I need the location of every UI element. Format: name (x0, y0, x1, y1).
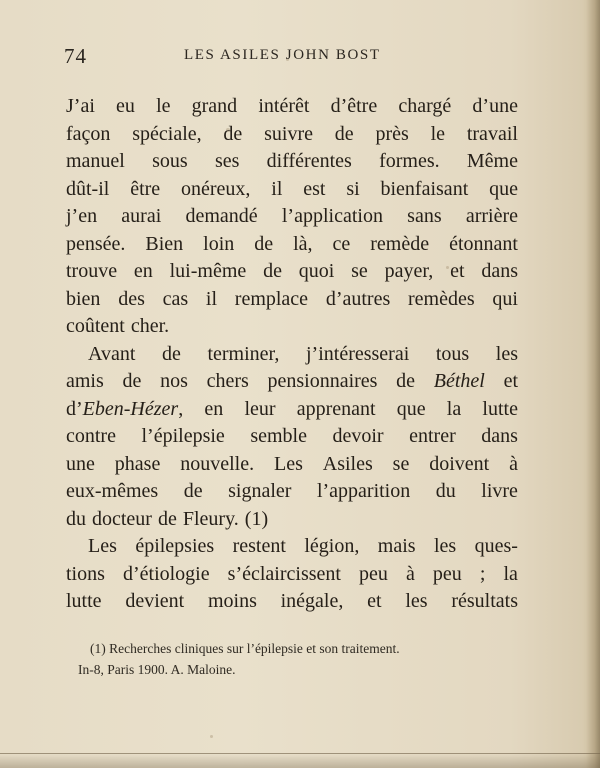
body-line: j’en aurai demandé l’application sans arrière (66, 205, 518, 227)
page-edge-right (586, 0, 600, 768)
footnote-line: (1) Recherches cliniques sur l’épilepsie et son traitement. (90, 641, 400, 656)
body-line: Les épilepsies restent légion, mais les ques- (88, 535, 518, 557)
body-line: lutte devient moins inégale, et les résultats (66, 590, 518, 612)
body-line: amis de nos chers pensionnaires de Béthel et (66, 370, 518, 392)
paper-speck (210, 735, 213, 738)
body-text (66, 93, 518, 616)
body-line: J’ai eu le grand intérêt d’être chargé d’une (66, 95, 518, 117)
body-line: manuel sous ses différentes formes. Même (66, 150, 518, 172)
body-line: contre l’épilepsie semble devoir entrer dans (66, 425, 518, 447)
footnote-line: In-8, Paris 1900. A. Maloine. (78, 662, 236, 677)
body-line: eux-mêmes de signaler l’apparition du livre (66, 480, 518, 502)
body-line: dût-il être onéreux, il est si bienfaisant que (66, 177, 518, 200)
page-edge-bottom (0, 753, 600, 768)
body-line: Avant de terminer, j’intéresserai tous les (88, 342, 518, 365)
footnote (78, 638, 498, 680)
body-line: une phase nouvelle. Les Asiles se doivent à (66, 452, 518, 475)
page-number: 74 (64, 44, 87, 68)
body-line: d’Eben-Hézer, en leur apprenant que la lutte (66, 397, 518, 420)
body-line: bien des cas il remplace d’autres remèdes qui (66, 287, 518, 310)
body-line: tions d’étiologie s’éclaircissent peu à peu ; la (66, 562, 518, 585)
body-line: coûtent cher. (66, 315, 170, 337)
running-title: LES ASILES JOHN BOST (184, 47, 381, 63)
body-line: pensée. Bien loin de là, ce remède étonnant (66, 232, 518, 255)
page-header (64, 44, 534, 76)
body-line: trouve en lui-même de quoi se payer, et dans (66, 260, 518, 282)
body-line: façon spéciale, de suivre de près le travail (66, 122, 518, 145)
body-line: du docteur de Fleury. (1) (66, 507, 269, 530)
